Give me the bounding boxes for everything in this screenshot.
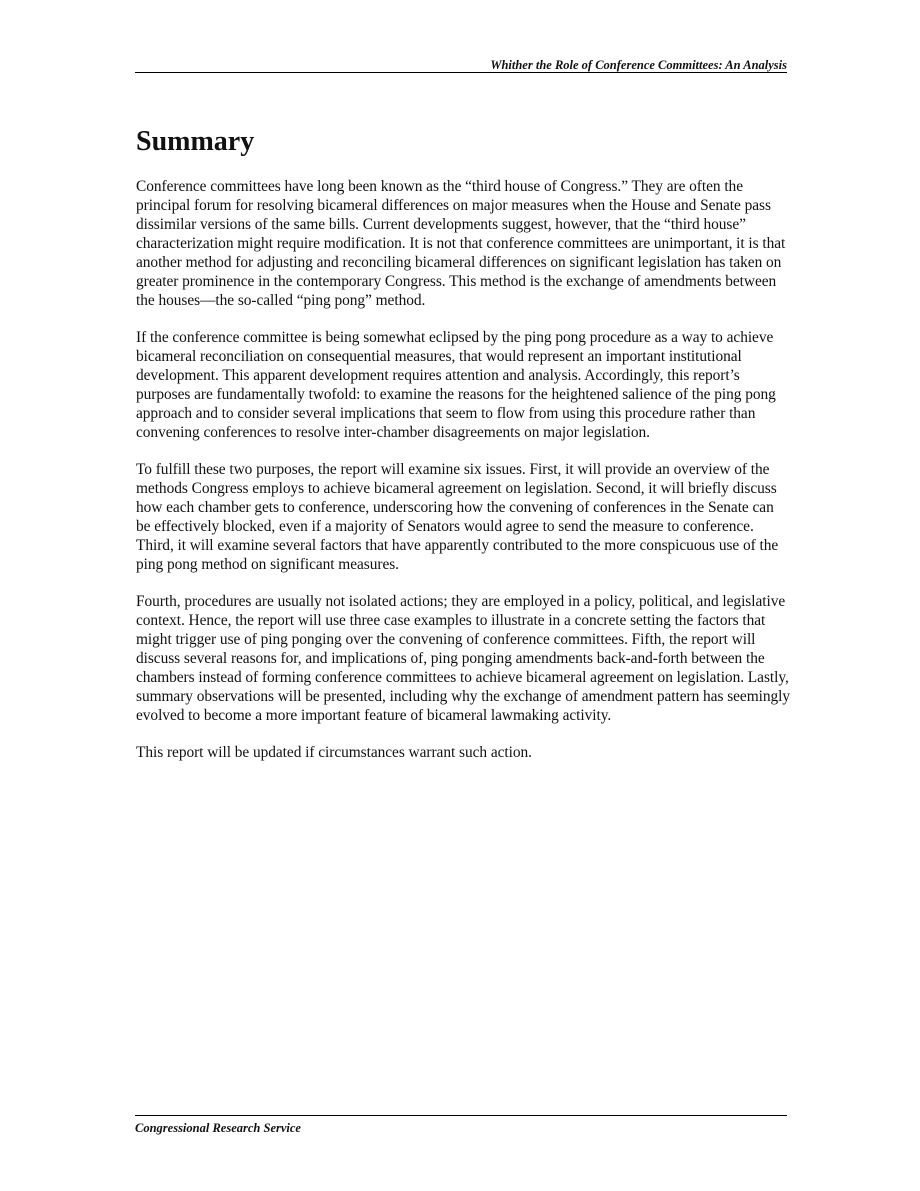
running-footer xyxy=(135,1115,787,1137)
paragraph-1: Conference committees have long been known as the “third house of Congress.” They are often the principal forum for resolving bicameral differences on major measures when the House and Senate pass dissimilar versions of the same bills. Current developments suggest, however, that the “third house” characterization might require modification. It is not that conference committees are unimportant, it is that another method for adjusting and reconciling bicameral differences on significant legislation has taken on greater prominence in the contemporary Congress. This method is the exchange of amendments between the houses—the so-called “ping pong” method. xyxy=(136,178,786,309)
footer-publisher: Congressional Research Service xyxy=(135,1121,301,1135)
paragraph-4: Fourth, procedures are usually not isolated actions; they are employed in a policy, political, and legislative context. Hence, the report will use three case examples to illustrate in a concrete setting the factors that might trigger use of ping ponging over the convening of conference committees. Fifth, the report will discuss several reasons for, and implications of, ping ponging amendments back-and-forth between the chambers instead of forming conference committees to achieve bicameral agreement on legislation. Lastly, summary observations will be presented, including why the exchange of amendment pattern has seemingly evolved to become a more important feature of bicameral lawmaking activity. xyxy=(136,593,791,724)
paragraph-5: This report will be updated if circumstances warrant such action. xyxy=(136,744,532,761)
paragraph-2: If the conference committee is being somewhat eclipsed by the ping pong procedure as a way to achieve bicameral reconciliation on consequential measures, that would represent an important institutional development. This apparent development requires attention and analysis. Accordingly, this report’s purposes are fundamentally twofold: to examine the reasons for the heightened salience of the ping pong approach and to consider several implications that seem to flow from using this procedure rather than convening conferences to resolve inter-chamber disagreements on major legislation. xyxy=(136,329,776,441)
page-title: Summary xyxy=(136,126,255,157)
running-header xyxy=(135,55,787,73)
summary-body xyxy=(136,177,790,780)
running-header-title: Whither the Role of Conference Committees: An Analysis xyxy=(490,58,787,72)
paragraph-3: To fulfill these two purposes, the report will examine six issues. First, it will provide an overview of the methods Congress employs to achieve bicameral agreement on legislation. Second, it will briefly discuss how each chamber gets to conference, underscoring how the convening of conferences in the Senate can be effectively blocked, even if a majority of Senators would agree to send the measure to conference. Third, it will examine several factors that have apparently contributed to the more conspicuous use of the ping pong method on significant measures. xyxy=(136,461,779,573)
